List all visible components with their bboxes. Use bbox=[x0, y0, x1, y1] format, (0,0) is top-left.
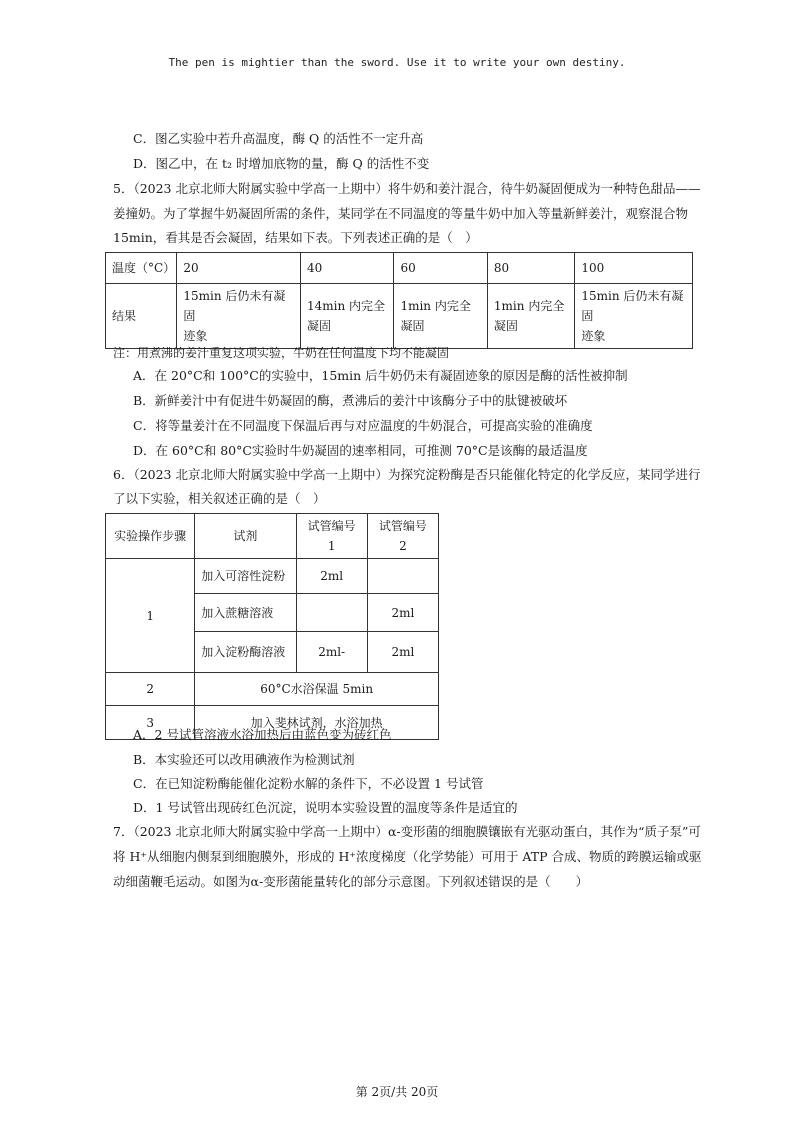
tube1-cell: 2ml- bbox=[296, 632, 367, 673]
result-cell: 1min 内完全 凝固 bbox=[394, 284, 487, 349]
col-header-reagent: 试剂 bbox=[195, 514, 296, 559]
header-motto: The pen is mightier than the sword. Use it to write your own destiny. bbox=[168, 56, 626, 69]
q5-option-a: A．在 20°C和 100°C的实验中，15min 后牛奶仍未有凝固迹象的原因是酶的活性被抑制 bbox=[133, 368, 628, 383]
q6-line2: 了以下实验，相关叙述正确的是（ ） bbox=[113, 491, 326, 506]
step-3-cell: 3 bbox=[106, 706, 195, 740]
step-2-cell: 2 bbox=[106, 673, 195, 706]
q6-option-d: D．1 号试管出现砖红色沉淀，说明本实验设置的温度等条件是适宜的 bbox=[133, 800, 518, 815]
q5-option-d: D．在 60°C和 80°C实验时牛奶凝固的速率相同，可推测 70°C是该酶的最适温度 bbox=[133, 443, 588, 458]
tube2-cell: 2ml bbox=[367, 594, 438, 632]
col-header-step: 实验操作步骤 bbox=[106, 514, 195, 559]
q6-option-b: B．本实验还可以改用碘液作为检测试剂 bbox=[133, 752, 355, 767]
q7-line1: 7．（2023 北京北师大附属实验中学高一上期中）α-变形菌的细胞膜镶嵌有光驱动蛋白，其作为“质子泵”可 bbox=[113, 824, 701, 839]
result-header: 结果 bbox=[106, 284, 177, 349]
col-header-tube2: 试管编号 2 bbox=[367, 514, 438, 559]
q5-option-b: B．新鲜姜汁中有促进牛奶凝固的酶，煮沸后的姜汁中该酶分子中的肽键被破坏 bbox=[133, 393, 568, 408]
q7-line3: 动细菌鞭毛运动。如图为α-变形菌能量转化的部分示意图。下列叙述错误的是（ ） bbox=[113, 874, 589, 889]
result-cell: 15min 后仍未有凝固 迹象 bbox=[177, 284, 301, 349]
step-1-cell: 1 bbox=[106, 559, 195, 673]
col-header-tube1: 试管编号 1 bbox=[296, 514, 367, 559]
reagent-cell: 加入可溶性淀粉 bbox=[195, 559, 296, 594]
q5-option-c: C．将等量姜汁在不同温度下保温后再与对应温度的牛奶混合，可提高实验的准确度 bbox=[133, 418, 593, 433]
q6-experiment-table bbox=[105, 513, 439, 740]
reagent-cell: 加入淀粉酶溶液 bbox=[195, 632, 296, 673]
result-cell: 14min 内完全 凝固 bbox=[300, 284, 393, 349]
option-c-prev: C．图乙实验中若升高温度，酶 Q 的活性不一定升高 bbox=[133, 131, 424, 146]
step-2-text: 60°C水浴保温 5min bbox=[195, 673, 439, 706]
q5-line2: 姜撞奶。为了掌握牛奶凝固所需的条件，某同学在不同温度的等量牛奶中加入等量新鲜姜汁，观察混合物 bbox=[113, 206, 689, 221]
tube1-cell bbox=[296, 594, 367, 632]
q5-note: 注：用煮沸的姜汁重复这项实验，牛奶在任何温度下均不能凝固 bbox=[113, 346, 450, 360]
reagent-cell: 加入蔗糖溶液 bbox=[195, 594, 296, 632]
temp-header: 温度（°C） bbox=[106, 253, 177, 284]
temp-cell: 100 bbox=[575, 253, 693, 284]
temp-cell: 80 bbox=[487, 253, 574, 284]
temp-cell: 20 bbox=[177, 253, 301, 284]
temp-cell: 60 bbox=[394, 253, 487, 284]
q5-line3: 15min，看其是否会凝固，结果如下表。下列表述正确的是（ ） bbox=[113, 230, 478, 245]
q5-line1: 5．（2023 北京北师大附属实验中学高一上期中）将牛奶和姜汁混合，待牛奶凝固便成为一种特色甜品—— bbox=[113, 181, 701, 196]
option-d-prev: D．图乙中，在 t₂ 时增加底物的量，酶 Q 的活性不变 bbox=[133, 156, 430, 171]
step-3-text: 加入斐林试剂，水浴加热 bbox=[195, 706, 439, 740]
q5-temperature-table bbox=[105, 252, 693, 349]
q6-option-c: C．在已知淀粉酶能催化淀粉水解的条件下，不必设置 1 号试管 bbox=[133, 776, 484, 791]
result-cell: 1min 内完全 凝固 bbox=[487, 284, 574, 349]
q6-option-a: A．2 号试管溶液水浴加热后由蓝色变为砖红色 bbox=[133, 727, 392, 742]
q7-line2: 将 H⁺从细胞内侧泵到细胞膜外，形成的 H⁺浓度梯度（化学势能）可用于 ATP 合成、物质的跨膜运输或驱 bbox=[113, 849, 702, 864]
temp-cell: 40 bbox=[300, 253, 393, 284]
page-footer: 第 2页/共 20页 bbox=[355, 1085, 439, 1099]
tube1-cell: 2ml bbox=[296, 559, 367, 594]
tube2-cell bbox=[367, 559, 438, 594]
q6-line1: 6．（2023 北京北师大附属实验中学高一上期中）为探究淀粉酶是否只能催化特定的化学反应，某同学进行 bbox=[113, 467, 701, 482]
result-cell: 15min 后仍未有凝固 迹象 bbox=[575, 284, 693, 349]
tube2-cell: 2ml bbox=[367, 632, 438, 673]
